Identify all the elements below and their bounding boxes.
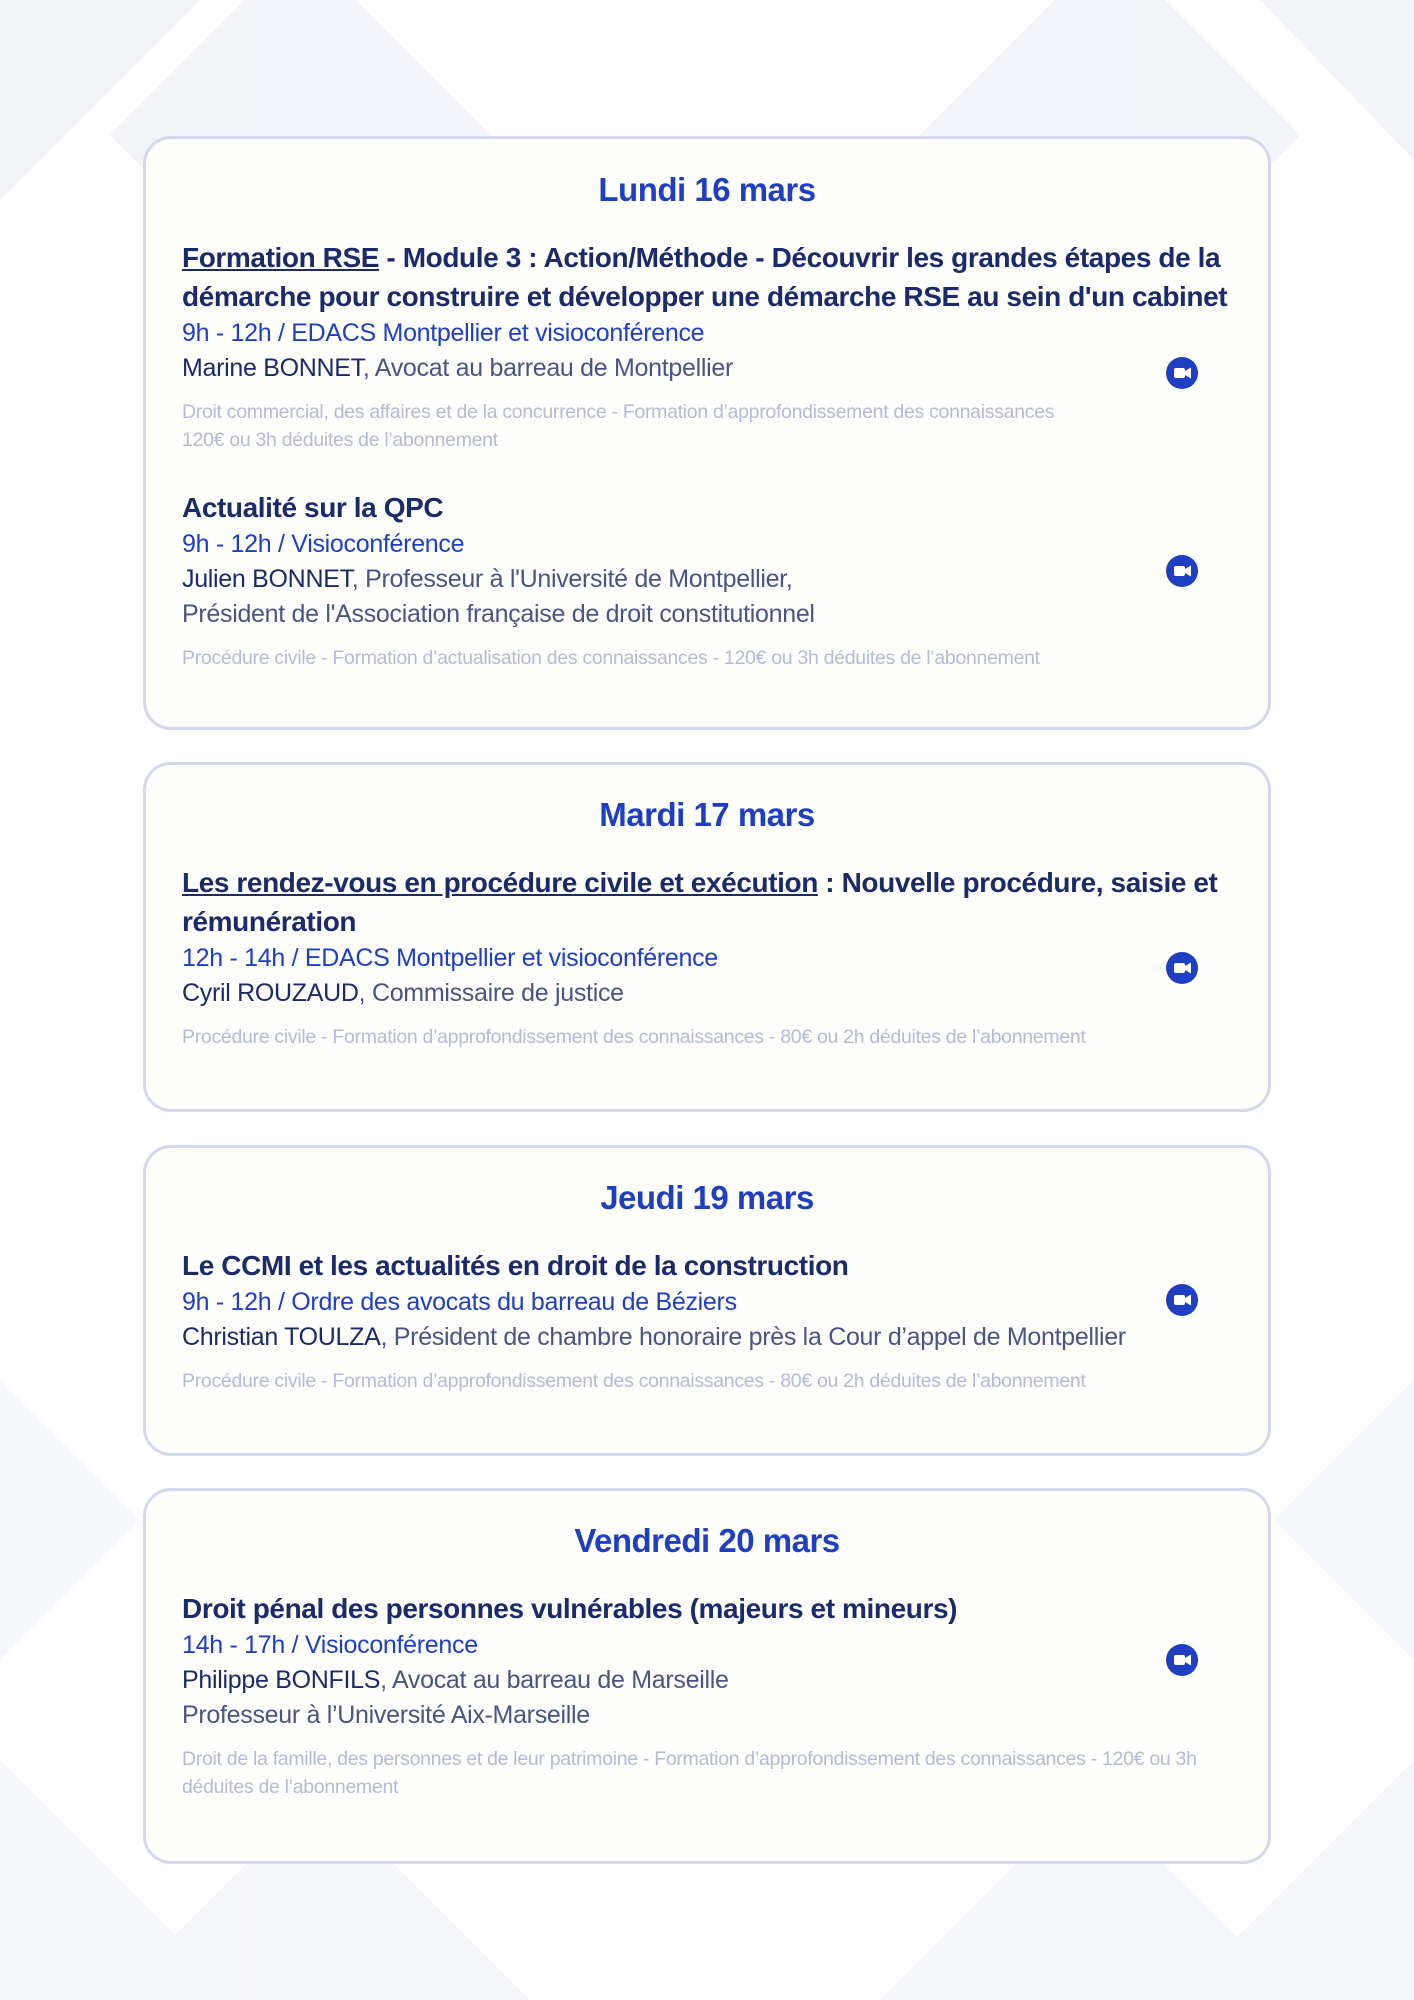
speaker-role-extra: Président de l'Association française de droit constitutionnel [182, 600, 815, 628]
video-camera-icon [1166, 357, 1198, 389]
event-title: Actualité sur la QPC [182, 492, 444, 523]
event-title-text: - Module 3 : Action/Méthode - Découvrir les grandes étapes de la démarche pour construire et développer une démarche RSE au sein d'un cabinet [182, 242, 1228, 312]
event-meta: Procédure civile - Formation d’approfondissement des connaissances - 80€ ou 2h déduites de l’abonnement [182, 1026, 1086, 1048]
event-time-location: 9h - 12h / EDACS Montpellier et visioconférence [182, 319, 705, 347]
event-speaker [182, 976, 1234, 1011]
event-title: Droit pénal des personnes vulnérables (majeurs et mineurs) [182, 1593, 958, 1624]
video-camera-icon [1166, 555, 1198, 587]
speaker-name: Philippe BONFILS [182, 1666, 381, 1694]
day-heading: Jeudi 19 mars [600, 1179, 814, 1216]
day-card-vendredi [143, 1488, 1271, 1864]
speaker-role-extra: Professeur à l’Université Aix-Marseille [182, 1701, 590, 1729]
event-droit-penal-vulnerables [146, 1589, 1268, 1801]
video-camera-icon [1166, 952, 1198, 984]
event-time-location: 14h - 17h / Visioconférence [182, 1631, 478, 1659]
event-meta: Procédure civile - Formation d’actualisation des connaissances - 120€ ou 3h déduites de l’abonnement [182, 647, 1040, 669]
event-actualite-qpc [146, 488, 1268, 672]
event-title [182, 863, 1234, 941]
speaker-name: Christian TOULZA [182, 1323, 381, 1351]
speaker-role: , Professeur à l'Université de Montpellier, [351, 565, 793, 593]
event-time-location: 9h - 12h / Visioconférence [182, 530, 465, 558]
day-card-jeudi [143, 1145, 1271, 1456]
event-speaker [182, 351, 1234, 386]
event-meta: Droit de la famille, des personnes et de leur patrimoine - Formation d’approfondissement des connaissances - 120€ ou 3h déduites de l’abonnement [182, 1748, 1197, 1798]
event-title-text: : Nouvelle procédure, saisie et rémunération [182, 867, 1218, 937]
speaker-role: , Avocat au barreau de Montpellier [362, 354, 734, 382]
video-camera-icon [1166, 1284, 1198, 1316]
event-rendez-vous-procedure-civile [146, 863, 1268, 1051]
speaker-name: Marine BONNET [182, 354, 363, 382]
day-card-mardi [143, 762, 1271, 1112]
event-time-location: 9h - 12h / Ordre des avocats du barreau de Béziers [182, 1288, 737, 1316]
event-price: 120€ ou 3h déduites de l’abonnement [182, 429, 498, 451]
event-title [182, 238, 1234, 316]
event-formation-rse [146, 238, 1268, 454]
video-camera-icon [1166, 1644, 1198, 1676]
day-heading: Vendredi 20 mars [574, 1522, 840, 1559]
event-ccmi-construction [146, 1246, 1268, 1395]
speaker-role: , Président de chambre honoraire près la Cour d’appel de Montpellier [380, 1323, 1126, 1351]
event-title: Le CCMI et les actualités en droit de la construction [182, 1250, 849, 1281]
day-heading: Mardi 17 mars [599, 796, 815, 833]
event-meta: Procédure civile - Formation d’approfondissement des connaissances - 80€ ou 2h déduites de l’abonnement [182, 1370, 1086, 1392]
event-title-link[interactable]: Formation RSE [182, 242, 380, 273]
event-speaker [182, 562, 1234, 597]
speaker-name: Julien BONNET [182, 565, 352, 593]
speaker-role: , Commissaire de justice [358, 979, 624, 1007]
event-speaker [182, 1663, 1234, 1698]
speaker-role: , Avocat au barreau de Marseille [380, 1666, 729, 1694]
event-title-link[interactable]: Les rendez-vous en procédure civile et exécution [182, 867, 818, 898]
day-card-lundi [143, 136, 1271, 730]
speaker-name: Cyril ROUZAUD [182, 979, 359, 1007]
event-speaker [182, 1320, 1234, 1355]
event-time-location: 12h - 14h / EDACS Montpellier et visioconférence [182, 944, 718, 972]
day-heading: Lundi 16 mars [598, 171, 816, 208]
event-meta: Droit commercial, des affaires et de la concurrence - Formation d’approfondissement des connaissances [182, 401, 1055, 423]
